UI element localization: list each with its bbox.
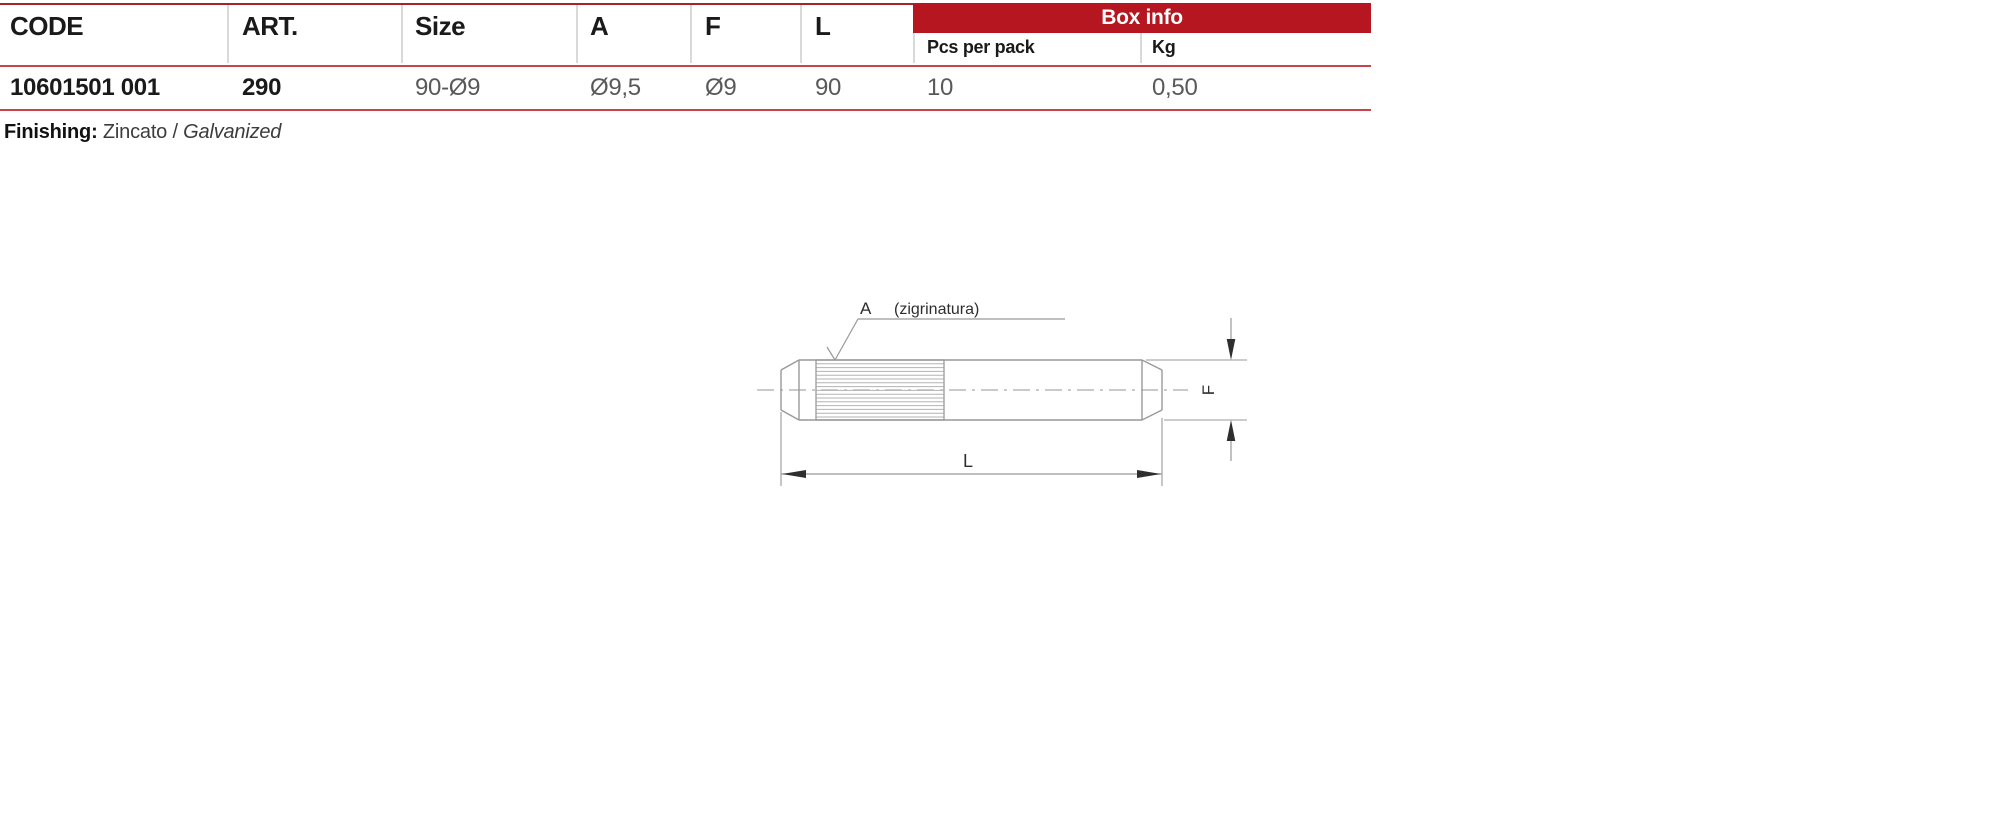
product-table <box>0 0 1371 115</box>
dimension-arrow-right-icon <box>1137 470 1161 478</box>
column-divider <box>401 5 403 63</box>
cell-art: 290 <box>242 74 282 101</box>
col-header-art: ART. <box>242 11 298 41</box>
knurl-section <box>816 360 944 420</box>
col-header-l: L <box>815 11 831 41</box>
finishing-label: Finishing: <box>4 121 98 143</box>
column-divider <box>690 5 692 63</box>
col-header-f: F <box>705 11 721 41</box>
finishing-note <box>4 121 281 144</box>
table-bottom-rule <box>0 109 1371 111</box>
l-dimension <box>781 412 1162 486</box>
cell-pcs-per-pack: 10 <box>927 74 954 101</box>
header-separator-rule <box>0 65 1371 67</box>
cell-kg: 0,50 <box>1152 74 1198 101</box>
knurl-ref-label: A <box>860 299 872 318</box>
l-dimension-label: L <box>962 451 974 471</box>
col-header-a: A <box>590 11 609 41</box>
dimension-arrow-up-icon <box>1227 420 1236 441</box>
subcol-header-pcs-per-pack: Pcs per pack <box>927 37 1035 57</box>
column-divider <box>1140 33 1142 63</box>
cell-size: 90-Ø9 <box>415 74 481 101</box>
box-info-banner <box>913 3 1371 33</box>
column-divider <box>576 5 578 63</box>
finishing-value-translated: Galvanized <box>183 121 282 143</box>
f-dimension-label: F <box>1199 384 1218 396</box>
box-info-label: Box info <box>1101 6 1183 29</box>
f-dimension <box>1146 318 1247 461</box>
technical-drawing <box>740 285 1270 500</box>
column-divider <box>227 5 229 63</box>
knurl-note-label: (zigrinatura) <box>894 301 980 318</box>
dimension-arrow-left-icon <box>782 470 806 478</box>
subcol-header-kg: Kg <box>1152 37 1176 57</box>
cell-l: 90 <box>815 74 842 101</box>
knurl-leader-line <box>827 319 1065 360</box>
col-header-size: Size <box>415 11 466 41</box>
column-divider <box>800 5 802 63</box>
column-divider <box>913 33 915 63</box>
grooved-pin-drawing <box>740 285 1270 500</box>
cell-f: Ø9 <box>705 74 737 101</box>
cell-a: Ø9,5 <box>590 74 641 101</box>
finishing-value: Zincato / <box>102 121 184 143</box>
cell-code: 10601501 001 <box>10 74 160 101</box>
dimension-arrow-down-icon <box>1227 339 1236 360</box>
col-header-code: CODE <box>10 11 84 41</box>
